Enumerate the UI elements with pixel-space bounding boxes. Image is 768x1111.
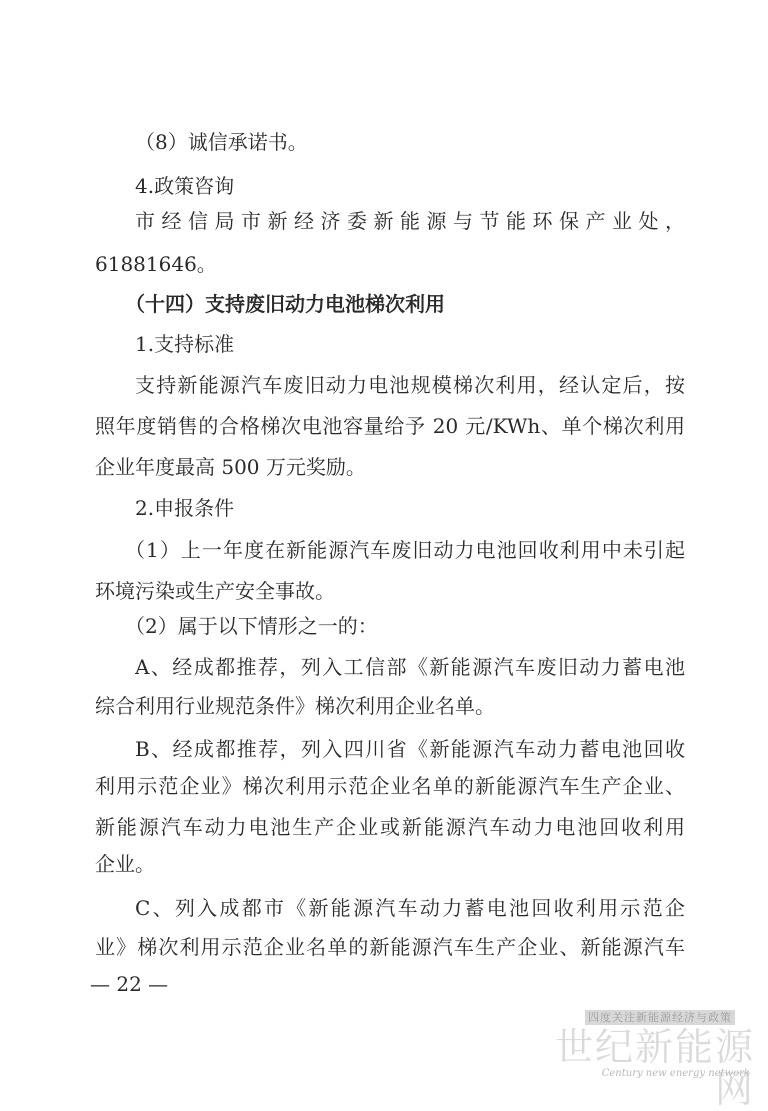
section-heading: 2.申报条件 <box>135 496 235 520</box>
watermark-bar: 四度关注新能源经济与政策 <box>585 1010 735 1025</box>
watermark-subtitle: Century new energy network <box>601 1068 750 1079</box>
text-line: 业》梯次利用示范企业名单的新能源汽车生产企业、新能源汽车 <box>95 935 685 959</box>
section-heading: 4.政策咨询 <box>135 174 235 198</box>
text-line: 环境污染或生产安全事故。 <box>95 579 335 603</box>
text-line: 综合利用行业规范条件》梯次利用企业名单。 <box>95 694 495 718</box>
page-number: — 22 — <box>90 972 169 996</box>
text-line: 支持新能源汽车废旧动力电池规模梯次利用，经认定后，按 <box>135 373 685 397</box>
section-heading: （十四）支持废旧动力电池梯次利用 <box>125 292 445 316</box>
text-line: （1）上一年度在新能源汽车废旧动力电池回收利用中未引起 <box>125 538 685 562</box>
text-line: C、列入成都市《新能源汽车动力蓄电池回收利用示范企 <box>135 896 685 920</box>
text-line: 照年度销售的合格梯次电池容量给予 20 元/KWh、单个梯次利用 <box>95 414 685 438</box>
text-line: A、经成都推荐，列入工信部《新能源汽车废旧动力蓄电池 <box>135 655 685 679</box>
text-line: 新能源汽车动力电池生产企业或新能源汽车动力电池回收利用 <box>95 815 685 839</box>
text-line: （8）诚信承诺书。 <box>135 130 308 154</box>
text-line: 利用示范企业》梯次利用示范企业名单的新能源汽车生产企业、 <box>95 774 685 798</box>
text-line: 市经信局市新经济委新能源与节能环保产业处， <box>135 209 685 233</box>
watermark-title: 世纪新能源网 <box>554 1025 755 1111</box>
text-line: 61881646。 <box>95 252 217 276</box>
text-line: （2）属于以下情形之一的： <box>125 614 378 638</box>
text-line: B、经成都推荐，列入四川省《新能源汽车动力蓄电池回收 <box>135 737 685 761</box>
section-heading: 1.支持标准 <box>135 332 235 356</box>
text-line: 企业年度最高 500 万元奖励。 <box>95 455 366 479</box>
text-line: 企业。 <box>95 852 155 876</box>
